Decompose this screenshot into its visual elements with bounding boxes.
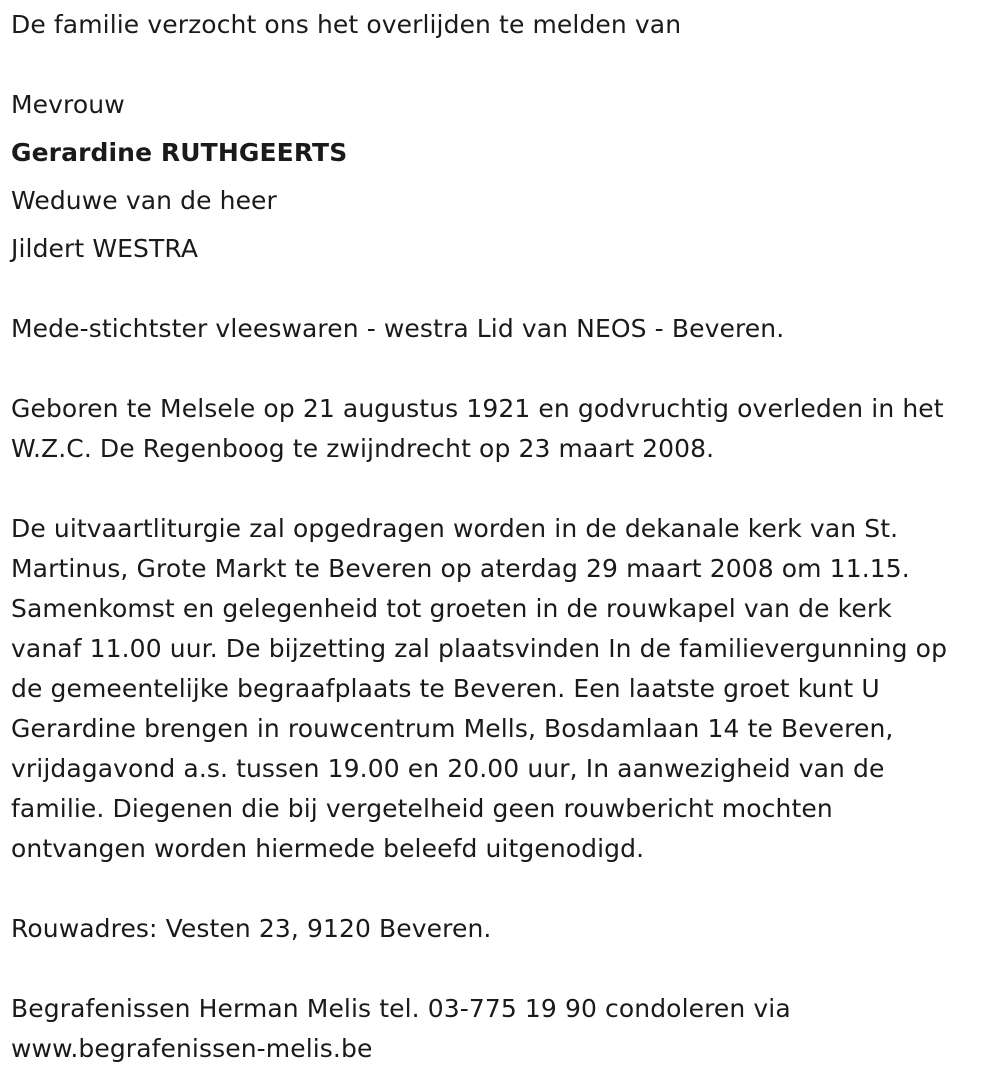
paragraph-line: Gerardine brengen in rouwcentrum Mells, Bosdamlaan 14 te Beveren,: [11, 714, 894, 743]
spacer: [11, 173, 996, 181]
birth-death-paragraph: [11, 389, 996, 469]
spacer: [11, 949, 996, 989]
paragraph-line: vanaf 11.00 uur. De bijzetting zal plaatsvinden In de familievergunning op: [11, 634, 948, 663]
paragraph-line: Begrafenissen Herman Melis tel. 03-775 19 90 condoleren via: [11, 994, 791, 1023]
relation-text: Weduwe van de heer: [11, 186, 277, 215]
spacer: [11, 221, 996, 229]
paragraph-line: de gemeentelijke begraafplaats te Beveren. Een laatste groet kunt U: [11, 674, 880, 703]
paragraph-line: ontvangen worden hiermede beleefd uitgenodigd.: [11, 834, 645, 863]
ceremony-paragraph: [11, 509, 996, 869]
mourning-address: Rouwadres: Vesten 23, 9120 Beveren.: [11, 914, 492, 943]
spacer: [11, 269, 996, 309]
paragraph-line: De uitvaartliturgie zal opgedragen worden in de dekanale kerk van St.: [11, 514, 899, 543]
spacer: [11, 349, 996, 389]
spacer: [11, 869, 996, 909]
spacer: [11, 45, 996, 85]
paragraph-line: familie. Diegenen die bij vergetelheid geen rouwbericht mochten: [11, 794, 833, 823]
paragraph-line: Samenkomst en gelegenheid tot groeten in de rouwkapel van de kerk: [11, 594, 892, 623]
spouse-name: Jildert WESTRA: [11, 234, 199, 263]
spacer: [11, 125, 996, 133]
intro-text: De familie verzocht ons het overlijden te melden van: [11, 10, 682, 39]
paragraph-line: vrijdagavond a.s. tussen 19.00 en 20.00 uur, In aanwezigheid van de: [11, 754, 885, 783]
deceased-name: Gerardine RUTHGEERTS: [11, 138, 348, 167]
affiliation-text: Mede-stichtster vleeswaren - westra Lid van NEOS - Beveren.: [11, 314, 785, 343]
funeral-home-paragraph: [11, 989, 996, 1069]
website-text: www.begrafenissen-melis.be: [11, 1034, 373, 1063]
paragraph-line: Geboren te Melsele op 21 augustus 1921 en godvruchtig overleden in het: [11, 394, 944, 423]
paragraph-line: W.Z.C. De Regenboog te zwijndrecht op 23 maart 2008.: [11, 434, 715, 463]
obituary-notice: [11, 5, 996, 1069]
paragraph-line: Martinus, Grote Markt te Beveren op aterdag 29 maart 2008 om 11.15.: [11, 554, 910, 583]
spacer: [11, 469, 996, 509]
honorific: Mevrouw: [11, 90, 125, 119]
